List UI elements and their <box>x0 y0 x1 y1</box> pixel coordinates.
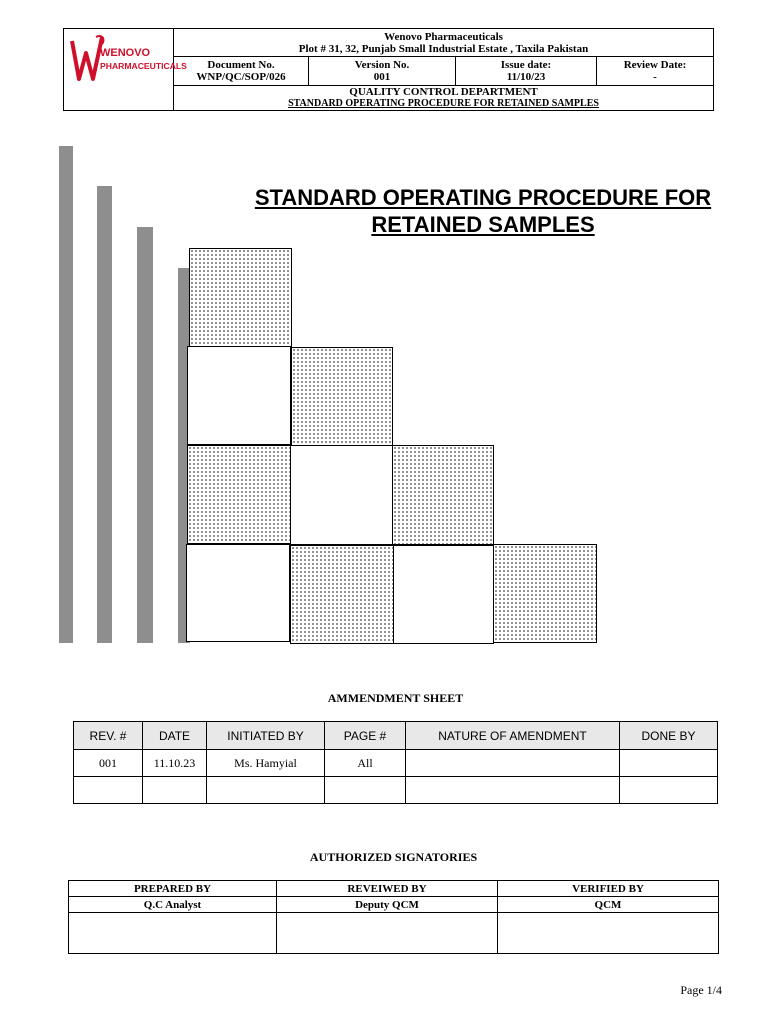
table-row <box>69 897 719 913</box>
version-cell <box>309 57 456 85</box>
cell <box>406 750 620 777</box>
decor-box <box>392 445 494 545</box>
cell <box>143 777 207 804</box>
page-number: Page 1/4 <box>680 983 722 997</box>
role-reviewed: REVEIWED BY <box>277 881 498 897</box>
review-date-value: - <box>653 71 657 84</box>
decor-bar <box>97 186 112 643</box>
wenovo-logo-icon <box>66 31 187 86</box>
review-date-cell <box>597 57 714 85</box>
col-rev: REV. # <box>74 722 143 750</box>
title-reviewed: Deputy QCM <box>277 897 498 913</box>
decor-bar <box>59 146 73 643</box>
decor-box <box>290 445 393 545</box>
table-row <box>74 777 718 804</box>
signature-cell <box>498 913 719 954</box>
company-address: Plot # 31, 32, Punjab Small Industrial Estate , Taxila Pakistan <box>298 42 589 55</box>
version-label: Version No. <box>354 59 410 72</box>
company-logo <box>64 29 187 111</box>
issue-date-label: Issue date: <box>500 59 552 72</box>
doc-no-label: Document No. <box>207 59 275 72</box>
department-cell <box>174 85 714 110</box>
decor-box <box>189 248 292 347</box>
sop-subtitle: STANDARD OPERATING PROCEDURE FOR RETAINED SAMPLES <box>288 97 599 109</box>
doc-no-cell <box>174 57 309 85</box>
table-row <box>69 881 719 897</box>
cell <box>620 750 718 777</box>
cell <box>406 777 620 804</box>
title-line-1: STANDARD OPERATING PROCEDURE FOR <box>254 185 712 210</box>
cell <box>74 777 143 804</box>
title-line-2: RETAINED SAMPLES <box>371 212 595 237</box>
title-prepared: Q.C Analyst <box>69 897 277 913</box>
logo-text-top: WENOVO <box>100 47 151 59</box>
decor-box <box>493 544 597 643</box>
signature-cell <box>69 913 277 954</box>
title-verified: QCM <box>498 897 719 913</box>
cell <box>325 777 406 804</box>
company-name: Wenovo Pharmaceuticals <box>384 30 503 43</box>
cell: 001 <box>74 750 143 777</box>
decor-box <box>393 545 494 644</box>
signature-cell <box>277 913 498 954</box>
col-nature: NATURE OF AMENDMENT <box>406 722 620 750</box>
decor-bar <box>137 227 153 643</box>
cell: 11.10.23 <box>143 750 207 777</box>
signature-row <box>69 913 719 954</box>
decor-box <box>186 544 290 642</box>
document-title <box>240 184 726 238</box>
amendment-table <box>73 721 718 804</box>
decor-box <box>290 545 394 644</box>
logo-text-bottom: PHARMACEUTICALS <box>100 61 187 71</box>
decor-box <box>187 445 291 544</box>
decor-box <box>187 346 291 445</box>
company-info <box>174 29 714 57</box>
col-date: DATE <box>143 722 207 750</box>
role-verified: VERIFIED BY <box>498 881 719 897</box>
col-done-by: DONE BY <box>620 722 718 750</box>
issue-date-cell <box>456 57 597 85</box>
issue-date-value: 11/10/23 <box>506 71 546 84</box>
signatories-heading: AUTHORIZED SIGNATORIES <box>309 850 478 864</box>
col-initiated-by: INITIATED BY <box>207 722 325 750</box>
cell <box>620 777 718 804</box>
table-row <box>74 750 718 777</box>
cell: All <box>325 750 406 777</box>
cell <box>207 777 325 804</box>
version-value: 001 <box>373 71 391 84</box>
cell: Ms. Hamyial <box>207 750 325 777</box>
table-header-row <box>74 722 718 750</box>
review-date-label: Review Date: <box>623 59 687 72</box>
document-header <box>63 28 714 111</box>
department-name: QUALITY CONTROL DEPARTMENT <box>349 85 538 98</box>
signatories-table <box>68 880 719 954</box>
doc-no-value: WNP/QC/SOP/026 <box>196 71 286 84</box>
decor-box <box>291 347 393 446</box>
amendment-heading: AMMENDMENT SHEET <box>327 691 464 705</box>
col-page: PAGE # <box>325 722 406 750</box>
role-prepared: PREPARED BY <box>69 881 277 897</box>
